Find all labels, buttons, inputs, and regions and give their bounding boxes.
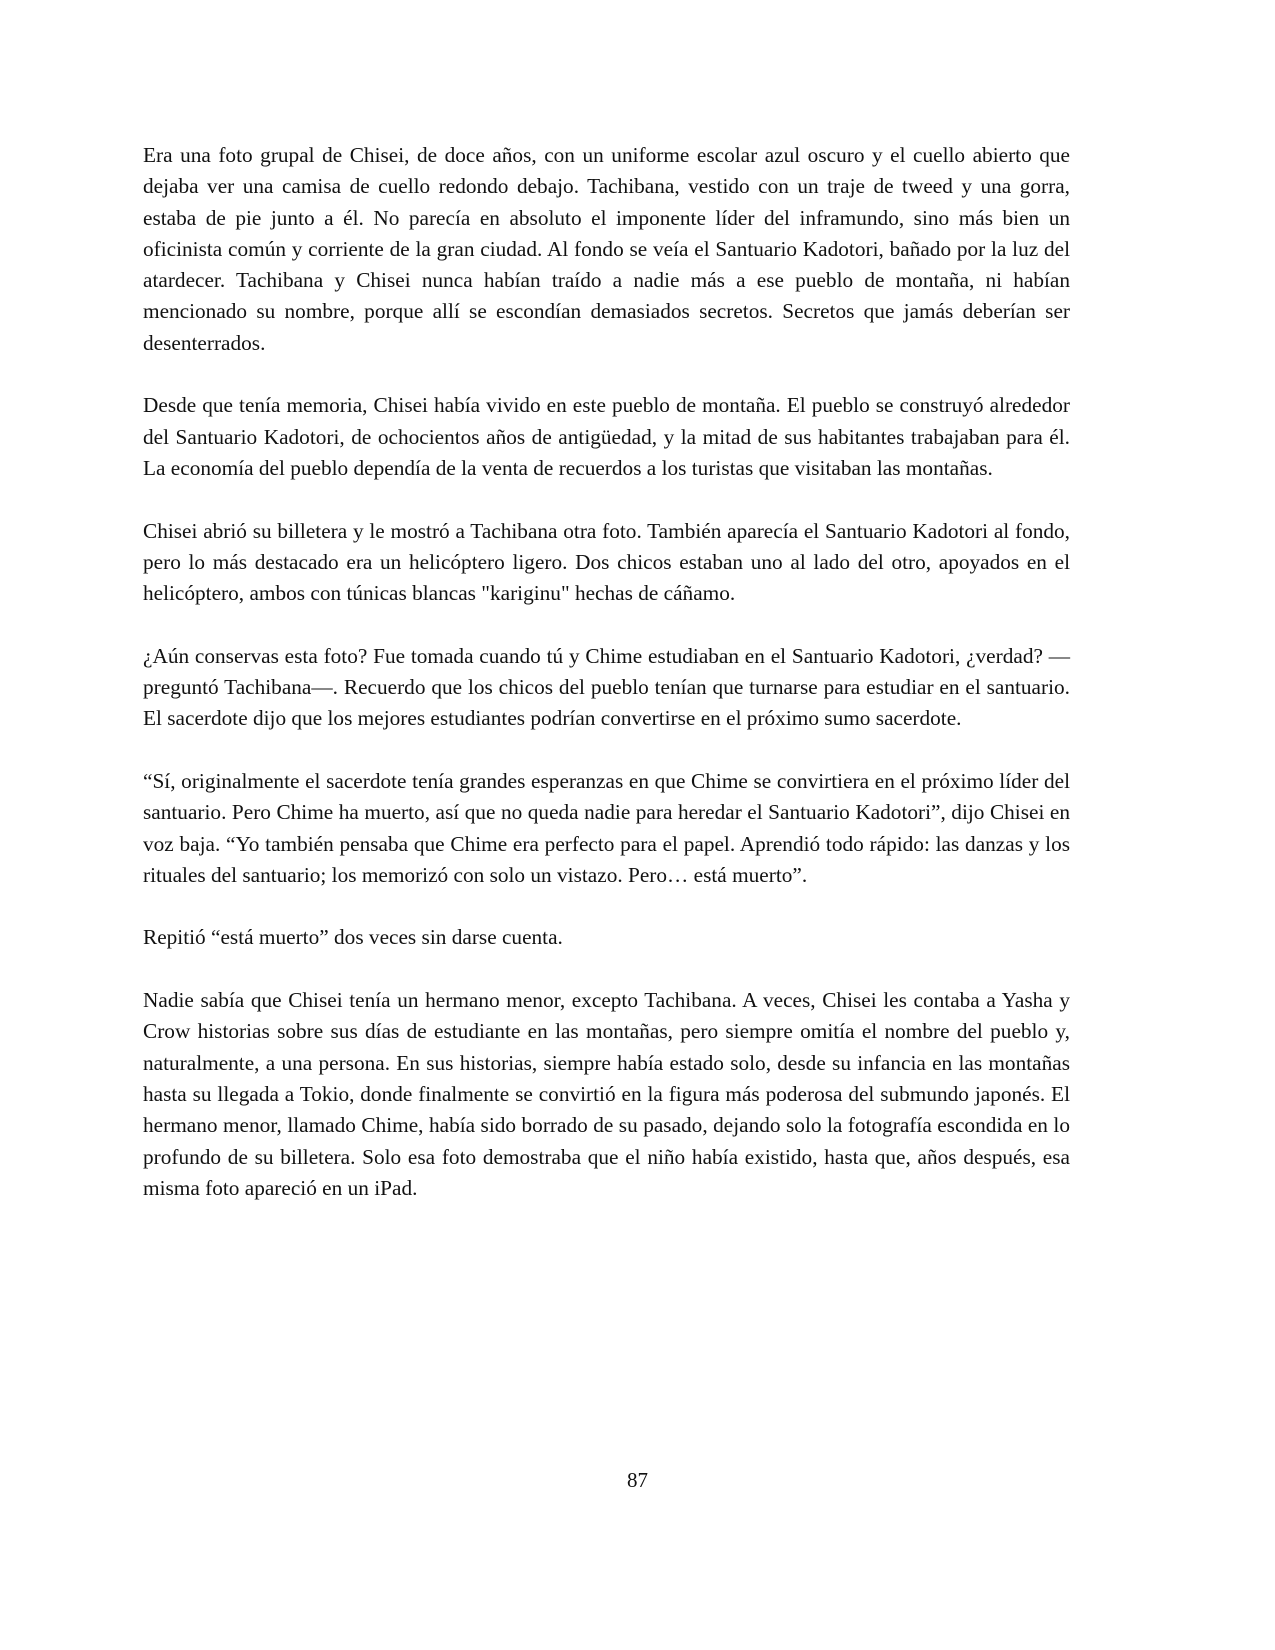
paragraph-4: ¿Aún conservas esta foto? Fue tomada cuando tú y Chime estudiaban en el Santuario Kadotori, ¿verdad? —preguntó Tachibana—. Recuerdo que los chicos del pueblo tenían que turnarse para estudiar en el santuario. El sacerdote dijo que los mejores estudiantes podrían convertirse en el próximo sumo sacerdote. <box>143 643 1070 731</box>
page-number: 87 <box>627 1468 648 1492</box>
paragraph-2: Desde que tenía memoria, Chisei había vivido en este pueblo de montaña. El pueblo se construyó alrededor del Santuario Kadotori, de ochocientos años de antigüedad, y la mitad de sus habitantes trabajaban para él. La economía del pueblo dependía de la venta de recuerdos a los turistas que visitaban las montañas. <box>143 393 1070 480</box>
paragraph-6: Repitió “está muerto” dos veces sin darse cuenta. <box>143 925 563 950</box>
paragraph-3: Chisei abrió su billetera y le mostró a Tachibana otra foto. También aparecía el Santuario Kadotori al fondo, pero lo más destacado era un helicóptero ligero. Dos chicos estaban uno al lado del otro, apoyados en el helicóptero, ambos con túnicas blancas "kariginu" hechas de cáñamo. <box>143 518 1070 606</box>
paragraph-5: “Sí, originalmente el sacerdote tenía grandes esperanzas en que Chime se convirtiera en el próximo líder del santuario. Pero Chime ha muerto, así que no queda nadie para heredar el Santuario Kadotori”, dijo Chisei en voz baja. “Yo también pensaba que Chime era perfecto para el papel. Aprendió todo rápido: las danzas y los rituales del santuario; los memorizó con solo un vistazo. Pero… está muerto”. <box>143 768 1070 887</box>
paragraph-1: Era una foto grupal de Chisei, de doce años, con un uniforme escolar azul oscuro y el cuello abierto que dejaba ver una camisa de cuello redondo debajo. Tachibana, vestido con un traje de tweed y una gorra, estaba de pie junto a él. No parecía en absoluto el imponente líder del inframundo, sino más bien un oficinista común y corriente de la gran ciudad. Al fondo se veía el Santuario Kadotori, bañado por la luz del atardecer. Tachibana y Chisei nunca habían traído a nadie más a ese pueblo de montaña, ni habían mencionado su nombre, porque allí se escondían demasiados secretos. Secretos que jamás deberían ser desenterrados. <box>143 143 1070 355</box>
paragraph-7: Nadie sabía que Chisei tenía un hermano menor, excepto Tachibana. A veces, Chisei les contaba a Yasha y Crow historias sobre sus días de estudiante en las montañas, pero siempre omitía el nombre del pueblo y, naturalmente, a una persona. En sus historias, siempre había estado solo, desde su infancia en las montañas hasta su llegada a Tokio, donde finalmente se convirtió en la figura más poderosa del submundo japonés. El hermano menor, llamado Chime, había sido borrado de su pasado, dejando solo la fotografía escondida en lo profundo de su billetera. Solo esa foto demostraba que el niño había existido, hasta que, años después, esa misma foto apareció en un iPad. <box>143 988 1070 1200</box>
page-body <box>143 140 1070 1235</box>
